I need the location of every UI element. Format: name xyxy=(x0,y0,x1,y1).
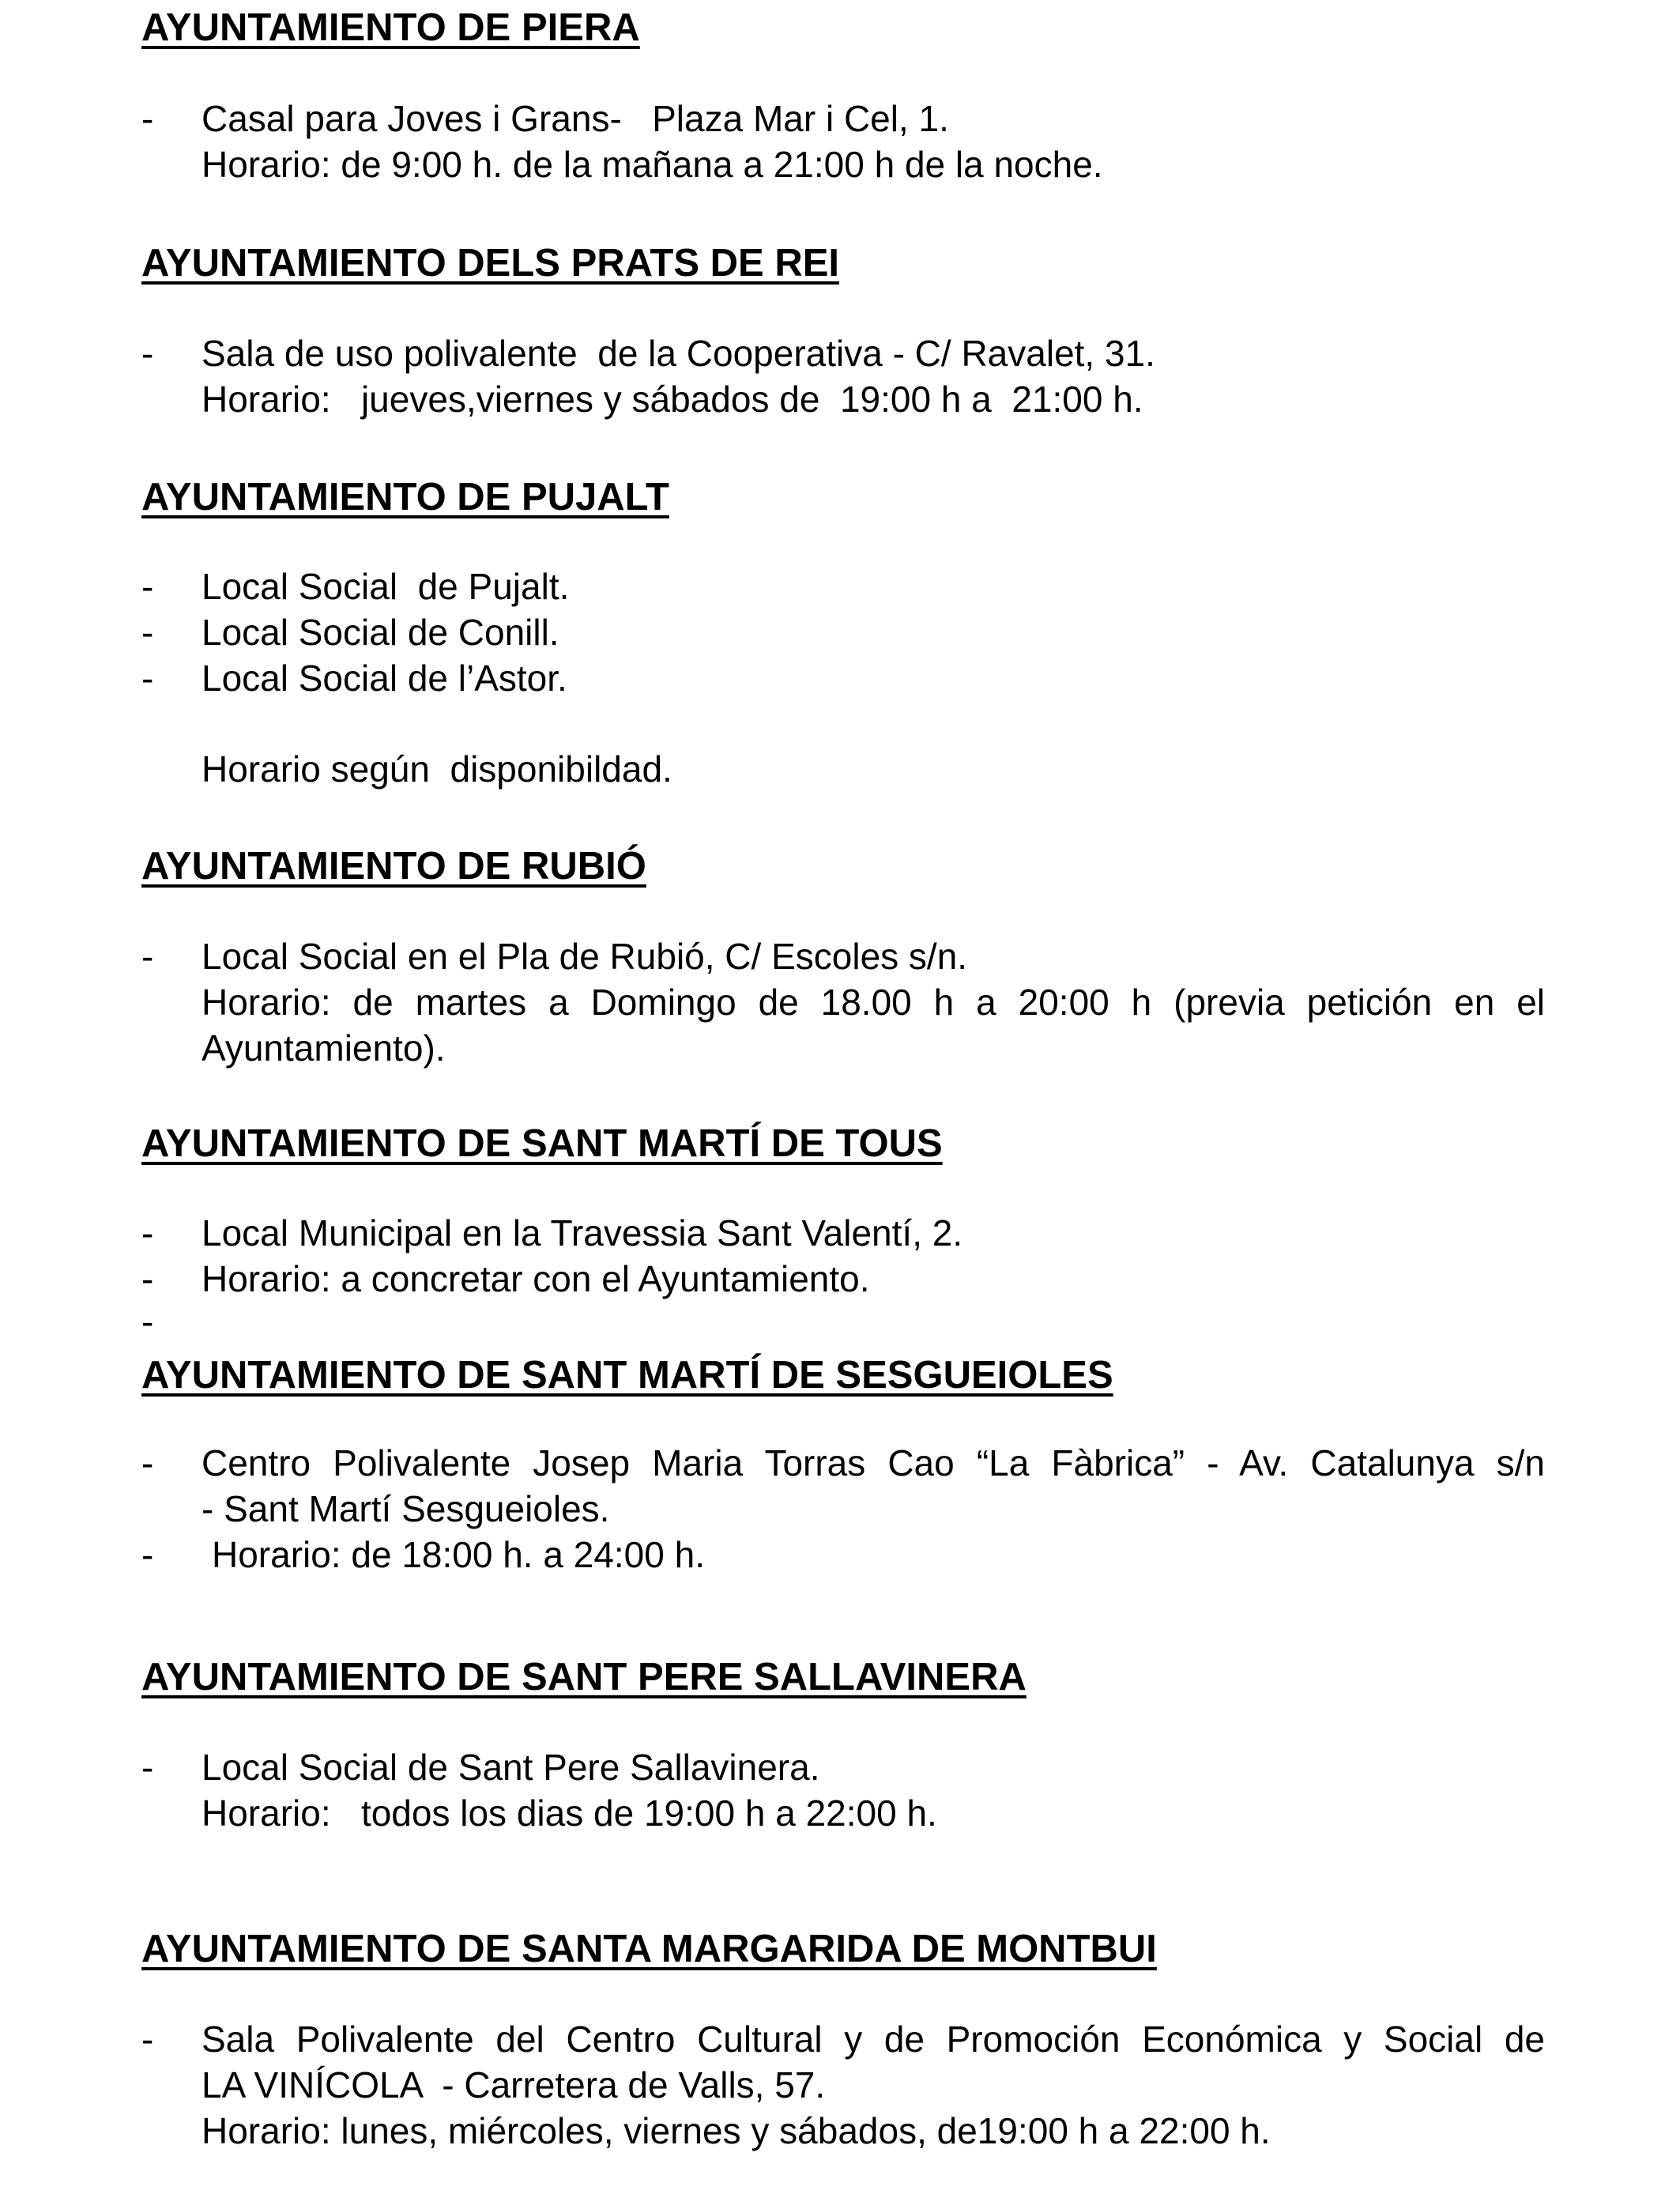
justified-line: Centro Polivalente Josep Maria Torras Cao “La Fàbrica” - Av. Catalunya s/n xyxy=(202,1442,1545,1483)
section-heading: AYUNTAMIENTO DE SANTA MARGARIDA DE MONTBUI xyxy=(141,1928,1157,1970)
list-item-detail: Horario: de 9:00 h. de la mañana a 21:00 h de la noche. xyxy=(202,144,1103,185)
list-item-detail: - Sant Martí Sesgueioles. xyxy=(202,1488,610,1529)
list-dash: - xyxy=(141,1534,154,1575)
list-item: Sala de uso polivalente de la Cooperativa - C/ Ravalet, 31. xyxy=(202,333,1155,374)
list-item xyxy=(202,2016,1545,2062)
list-item-detail xyxy=(202,979,1545,1025)
section-heading: AYUNTAMIENTO DELS PRATS DE REI xyxy=(141,242,840,285)
justified-line: Horario: de martes a Domingo de 18.00 h a 20:00 h (previa petición en el xyxy=(202,982,1545,1023)
list-item xyxy=(202,1440,1545,1486)
list-item: Horario: a concretar con el Ayuntamiento. xyxy=(202,1258,870,1299)
justified-line: Sala Polivalente del Centro Cultural y de Promoción Económica y Social de xyxy=(202,2019,1545,2060)
list-dash: - xyxy=(141,612,154,653)
list-dash: - xyxy=(141,2019,154,2060)
list-item: Local Social de l’Astor. xyxy=(202,658,567,699)
section-heading: AYUNTAMIENTO DE PUJALT xyxy=(141,476,669,518)
list-item-detail: Ayuntamiento). xyxy=(202,1027,446,1069)
list-item: Local Social en el Pla de Rubió, C/ Escoles s/n. xyxy=(202,936,968,977)
list-dash: - xyxy=(141,1301,154,1342)
section-heading: AYUNTAMIENTO DE SANT PERE SALLAVINERA xyxy=(141,1656,1026,1698)
list-item: Casal para Joves i Grans- Plaza Mar i Cel, 1. xyxy=(202,98,949,139)
list-item-detail: Horario: todos los dias de 19:00 h a 22:00 h. xyxy=(202,1793,937,1834)
list-dash: - xyxy=(141,1258,154,1299)
list-item: Local Social de Pujalt. xyxy=(202,566,570,607)
list-item-detail: Horario: jueves,viernes y sábados de 19:00 h a 21:00 h. xyxy=(202,379,1143,420)
list-item-detail: Horario según disponibildad. xyxy=(202,748,672,790)
list-dash: - xyxy=(141,1747,154,1788)
section-heading: AYUNTAMIENTO DE SANT MARTÍ DE TOUS xyxy=(141,1122,943,1165)
section-heading: AYUNTAMIENTO DE PIERA xyxy=(141,6,640,49)
list-dash: - xyxy=(141,98,154,139)
list-dash: - xyxy=(141,936,154,977)
list-dash: - xyxy=(141,1212,154,1253)
list-item: Horario: de 18:00 h. a 24:00 h. xyxy=(212,1534,705,1575)
list-item-detail: LA VINÍCOLA - Carretera de Valls, 57. xyxy=(202,2064,826,2105)
list-dash: - xyxy=(141,1442,154,1483)
section-heading: AYUNTAMIENTO DE RUBIÓ xyxy=(141,845,646,888)
list-item: Local Social de Conill. xyxy=(202,612,559,653)
list-item-detail: Horario: lunes, miércoles, viernes y sábados, de19:00 h a 22:00 h. xyxy=(202,2110,1271,2151)
list-dash: - xyxy=(141,333,154,374)
list-item: Local Municipal en la Travessia Sant Valentí, 2. xyxy=(202,1212,963,1253)
list-dash: - xyxy=(141,658,154,699)
section-heading: AYUNTAMIENTO DE SANT MARTÍ DE SESGUEIOLES xyxy=(141,1354,1113,1397)
list-dash: - xyxy=(141,566,154,607)
list-item: Local Social de Sant Pere Sallavinera. xyxy=(202,1747,820,1788)
